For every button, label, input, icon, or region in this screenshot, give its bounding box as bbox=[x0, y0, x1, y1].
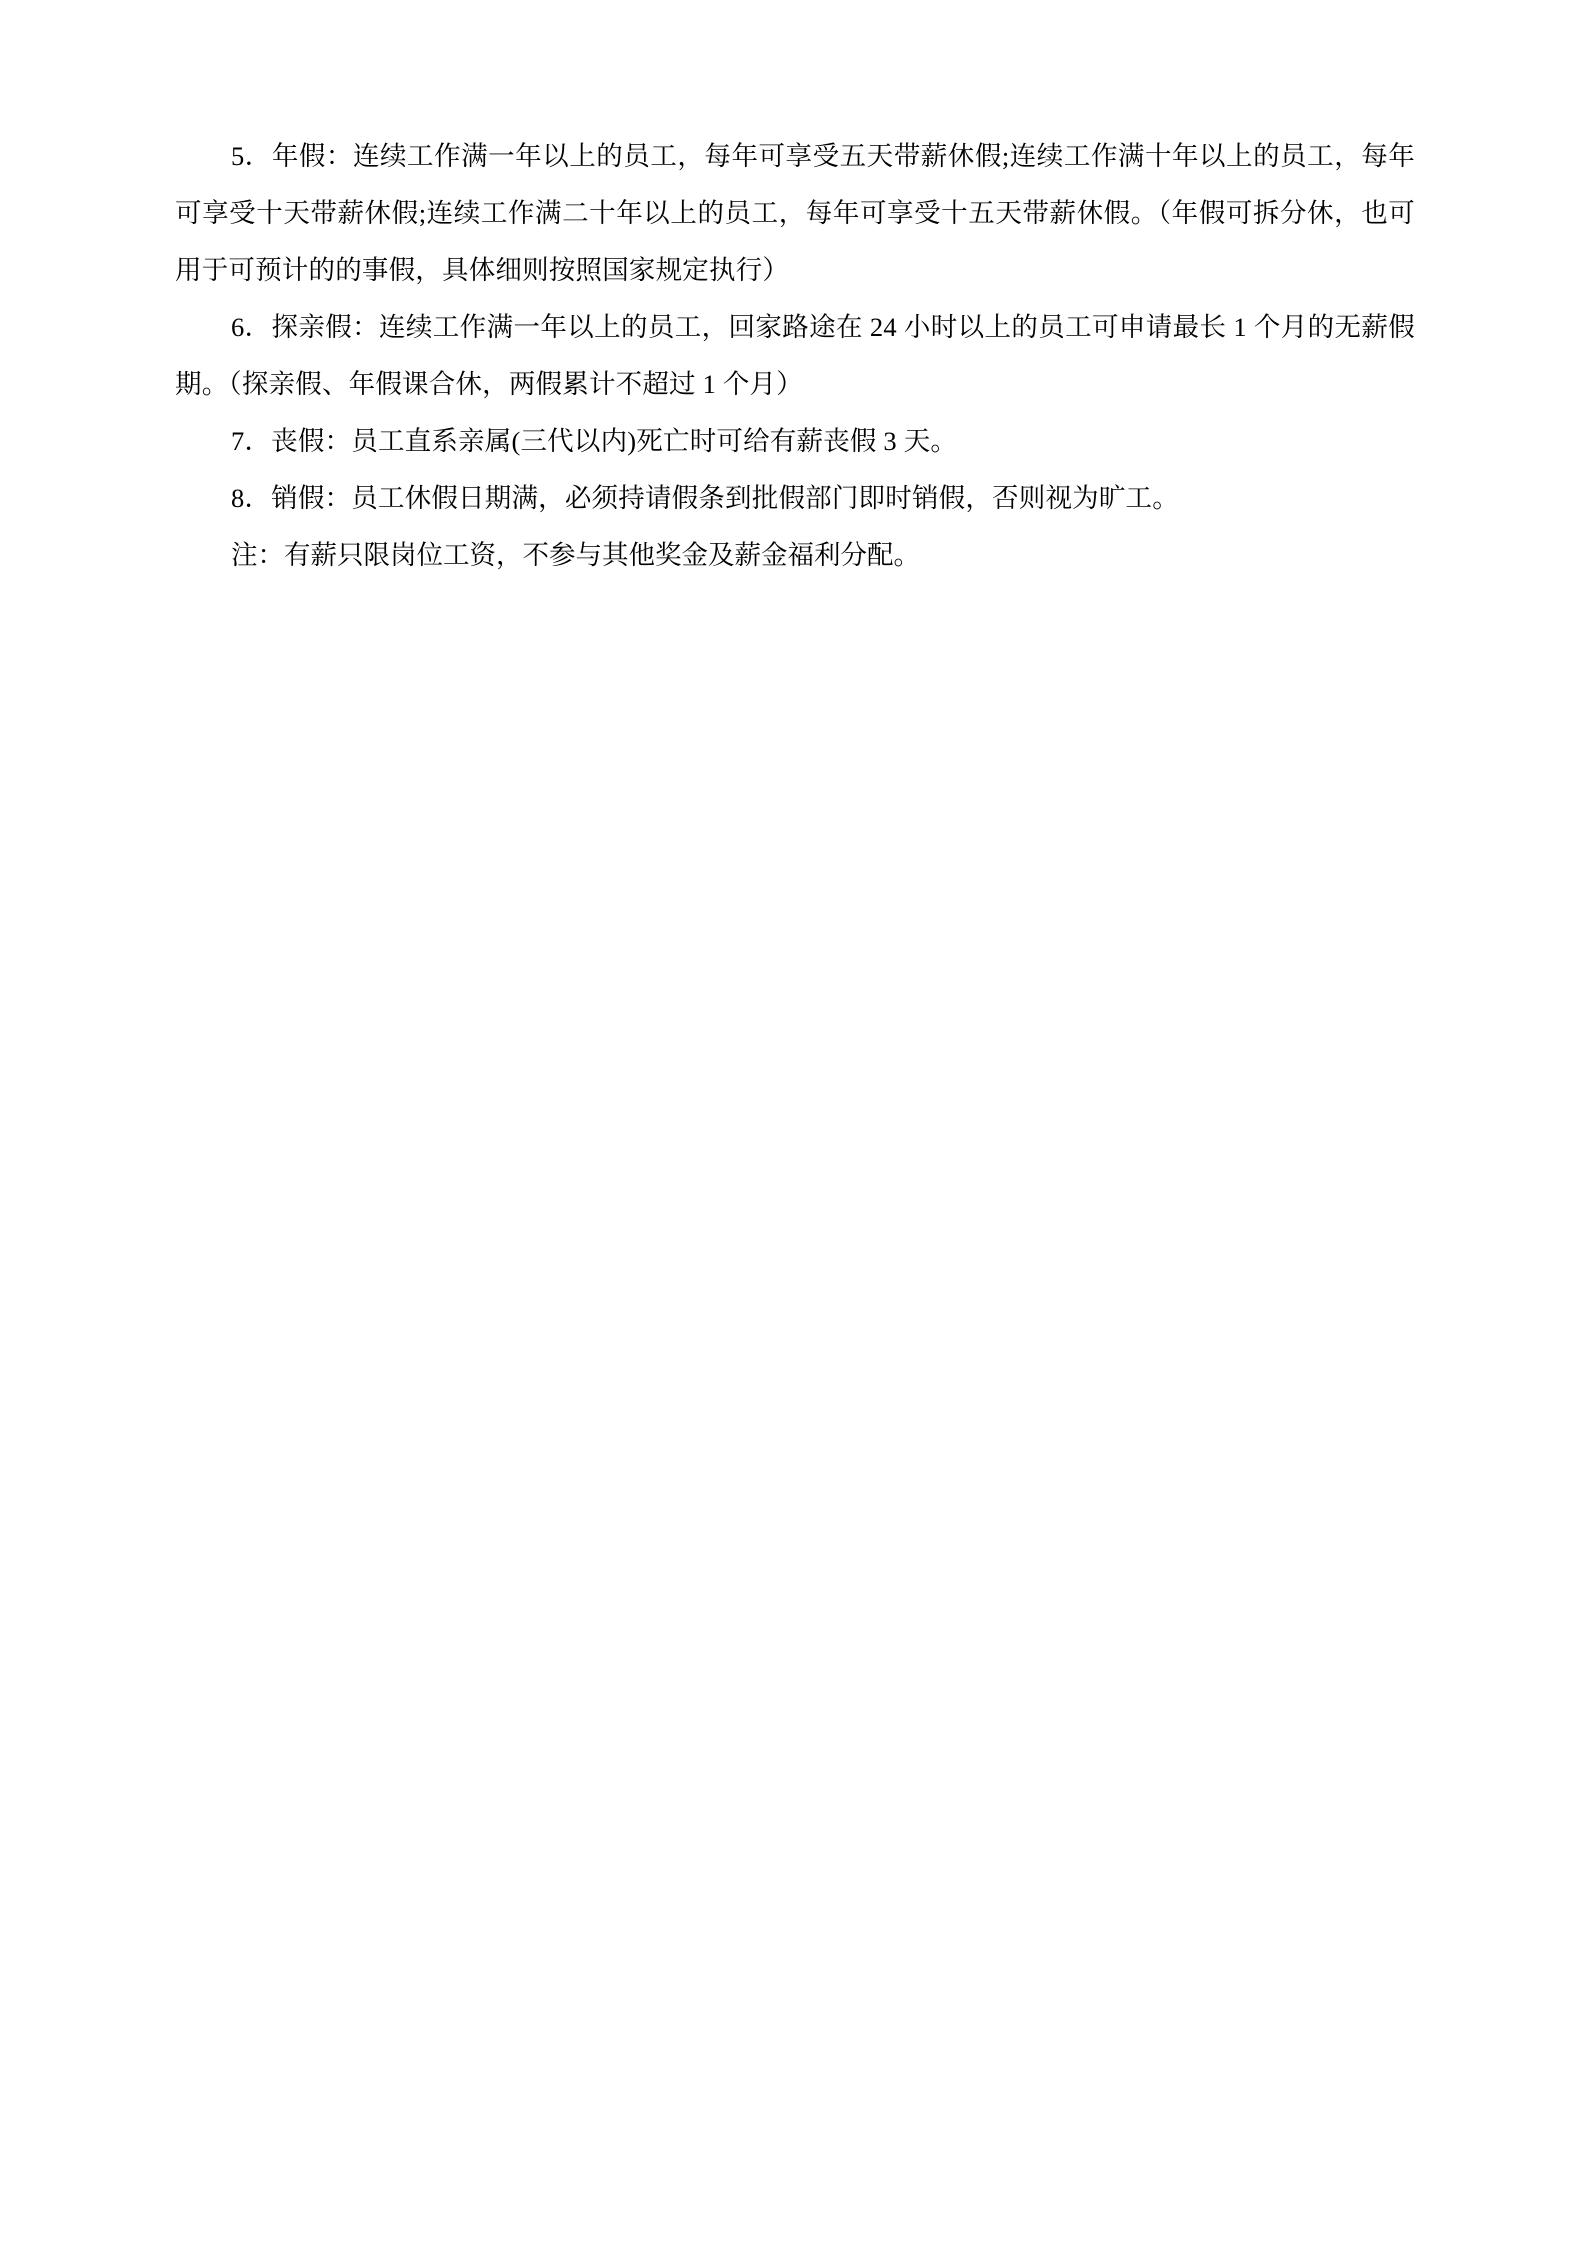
paragraph-home-leave: 6．探亲假：连续工作满一年以上的员工，回家路途在 24 小时以上的员工可申请最长 1 个月的无薪假期。（探亲假、年假课合休，两假累计不超过 1 个月） bbox=[175, 312, 1415, 399]
paragraph-leave-cancellation: 8．销假：员工休假日期满，必须持请假条到批假部门即时销假，否则视为旷工。 bbox=[231, 483, 1179, 513]
paragraph-bereavement-leave: 7．丧假：员工直系亲属(三代以内)死亡时可给有薪丧假 3 天。 bbox=[231, 426, 958, 456]
document-body bbox=[175, 128, 1415, 584]
paragraph-note: 注：有薪只限岗位工资，不参与其他奖金及薪金福利分配。 bbox=[231, 540, 920, 570]
paragraph-annual-leave: 5．年假：连续工作满一年以上的员工，每年可享受五天带薪休假;连续工作满十年以上的员工，每年可享受十天带薪休假;连续工作满二十年以上的员工，每年可享受十五天带薪休假。（年假可拆分休，也可用于可预计的的事假，具体细则按照国家规定执行） bbox=[175, 141, 1415, 285]
